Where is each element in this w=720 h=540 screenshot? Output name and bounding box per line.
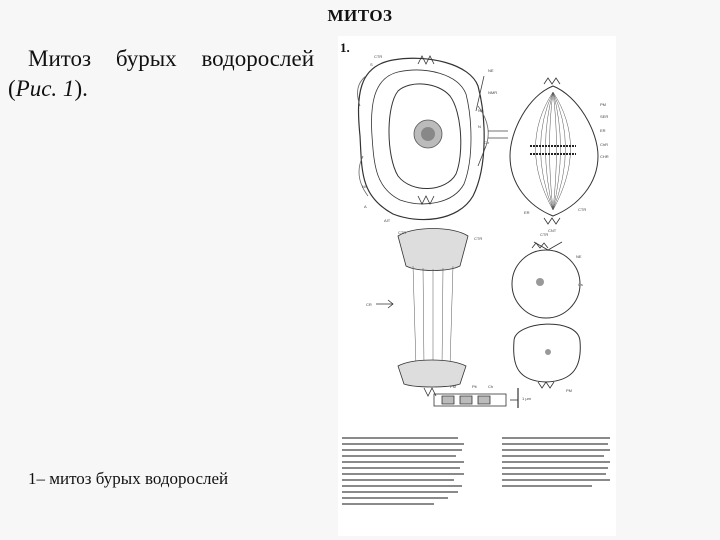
mitosis-figure <box>338 36 616 536</box>
slide-title: МИТОЗ <box>327 6 393 25</box>
figure-legend-block <box>342 438 610 504</box>
svg-text:CTR: CTR <box>398 230 407 235</box>
svg-text:NMR: NMR <box>488 90 498 95</box>
anaphase-cap-top <box>398 229 468 271</box>
svg-text:CHR: CHR <box>600 154 609 159</box>
svg-text:ER: ER <box>524 210 530 215</box>
svg-text:Cs: Cs <box>578 282 583 287</box>
svg-text:NS: NS <box>362 184 368 189</box>
mitosis-drawing <box>338 36 616 536</box>
svg-text:S: S <box>370 62 373 67</box>
svg-text:ER: ER <box>600 128 606 133</box>
svg-text:CTR: CTR <box>374 54 383 59</box>
svg-text:1 µm: 1 µm <box>522 396 531 401</box>
svg-text:CTR: CTR <box>578 207 587 212</box>
daughter-cell-top <box>512 250 580 318</box>
anaphase-cap-bottom <box>398 360 466 387</box>
spindle-cell <box>510 86 598 216</box>
figure-number: 1. <box>340 40 350 55</box>
nucleolus-core <box>421 127 435 141</box>
svg-text:NE: NE <box>488 68 494 73</box>
svg-text:CTR: CTR <box>474 236 483 241</box>
svg-text:CNT: CNT <box>548 228 557 233</box>
body-text <box>8 44 314 104</box>
svg-text:Pit: Pit <box>472 384 477 389</box>
svg-text:N: N <box>478 124 481 129</box>
svg-text:SER: SER <box>600 114 609 119</box>
svg-text:A: A <box>364 204 367 209</box>
svg-text:Ch: Ch <box>488 384 494 389</box>
svg-text:CTR: CTR <box>540 232 549 237</box>
svg-text:PM: PM <box>450 384 456 389</box>
svg-text:CR: CR <box>366 302 372 307</box>
svg-text:AIT: AIT <box>384 218 391 223</box>
svg-text:NE: NE <box>576 254 582 259</box>
svg-text:Ch: Ch <box>484 140 490 145</box>
figure-caption: 1– митоз бурых водорослей <box>28 469 229 488</box>
centrosome-top <box>418 56 434 64</box>
body-text-line: Митоз бурых водорослей <box>28 46 314 71</box>
svg-text:ChR: ChR <box>600 142 609 147</box>
figure-reference: (Рис. 1). <box>8 76 88 101</box>
svg-text:PM: PM <box>566 388 572 393</box>
centrosome-bottom <box>418 196 434 204</box>
svg-text:PM: PM <box>600 102 606 107</box>
svg-text:NS: NS <box>478 108 484 113</box>
